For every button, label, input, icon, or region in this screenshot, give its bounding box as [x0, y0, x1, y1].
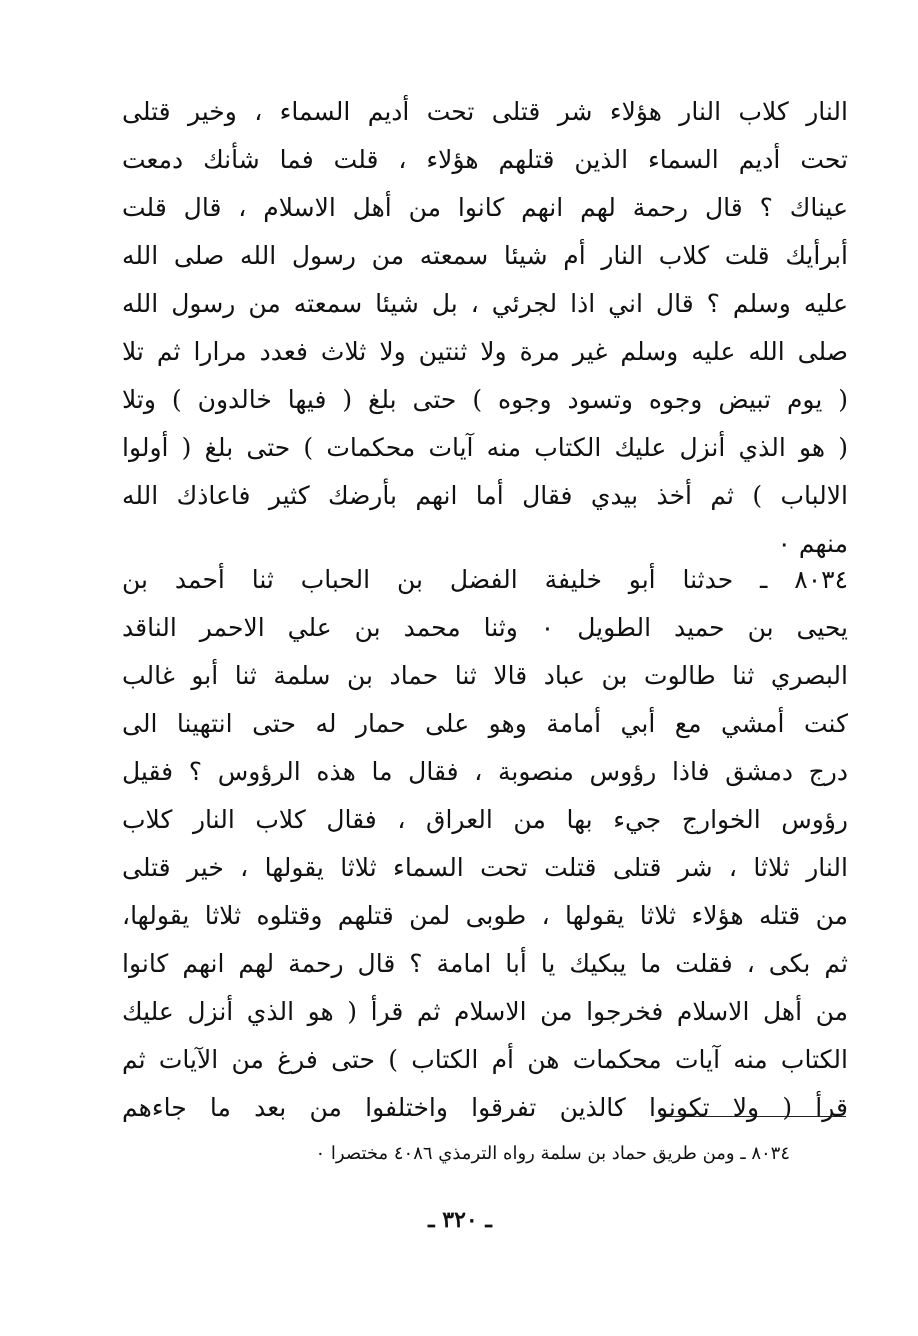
text-line: رؤوس الخوارج جيء بها من العراق ، فقال كلاب النار كلاب — [122, 805, 848, 834]
text-line: أبرأيك قلت كلاب النار أم شيئا سمعته من رسول الله صلى الله — [122, 241, 848, 270]
text-line: درج دمشق فاذا رؤوس منصوبة ، فقال ما هذه الرؤوس ؟ فقيل — [122, 757, 848, 786]
text-line: الكتاب منه آيات محكمات هن أم الكتاب ) حتى فرغ من الآيات ثم — [122, 1045, 848, 1074]
text-line: النار ثلاثا ، شر قتلى قتلت تحت السماء ثلاثا يقولها ، خير قتلى — [122, 853, 848, 882]
text-line: عيناك ؟ قال رحمة لهم انهم كانوا من أهل الاسلام ، قال قلت — [122, 193, 848, 222]
footnote-divider — [660, 1116, 846, 1117]
text-line: من أهل الاسلام فخرجوا من الاسلام ثم قرأ ( هو الذي أنزل عليك — [122, 997, 848, 1026]
paragraph-continuation — [122, 88, 848, 568]
text-line: عليه وسلم ؟ قال اني اذا لجرئي ، بل شيئا سمعته من رسول الله — [122, 289, 848, 318]
text-line: كنت أمشي مع أبي أمامة وهو على حمار له حتى انتهينا الى — [122, 709, 848, 738]
page-number: ـ ٣٢٠ ـ — [428, 1207, 492, 1233]
text-line: يحيى بن حميد الطويل ٠ وثنا محمد بن علي الاحمر الناقد — [122, 613, 848, 642]
text-line: ( هو الذي أنزل عليك الكتاب منه آيات محكمات ) حتى بلغ ( أولوا — [122, 433, 848, 462]
text-line: الالباب ) ثم أخذ بيدي فقال أما انهم بأرضك كثير فاعاذك الله — [122, 481, 848, 510]
text-line: ثم بكى ، فقلت ما يبكيك يا أبا امامة ؟ قال رحمة لهم انهم كانوا — [122, 949, 848, 978]
text-line: البصري ثنا طالوت بن عباد قالا ثنا حماد بن سلمة ثنا أبو غالب — [122, 661, 848, 690]
text-line: صلى الله عليه وسلم غير مرة ولا ثنتين ولا ثلاث فعدد مرارا ثم تلا — [122, 337, 848, 366]
text-line: قرأ ( ولا تكونوا كالذين تفرقوا واختلفوا من بعد ما جاءهم — [122, 1093, 848, 1122]
footnote: ٨٠٣٤ ـ ومن طريق حماد بن سلمة رواه الترمذي ٤٠٨٦ مختصرا ٠ — [315, 1143, 790, 1164]
text-line: ٨٠٣٤ ـ حدثنا أبو خليفة الفضل بن الحباب ثنا أحمد بن — [122, 565, 848, 594]
text-line: منهم ٠ — [777, 529, 848, 558]
text-line: النار كلاب النار هؤلاء شر قتلى تحت أديم السماء ، وخير قتلى — [122, 97, 848, 126]
text-line: تحت أديم السماء الذين قتلهم هؤلاء ، قلت فما شأنك دمعت — [122, 145, 848, 174]
text-line: ( يوم تبيض وجوه وتسود وجوه ) حتى بلغ ( فيها خالدون ) وتلا — [122, 385, 848, 414]
hadith-paragraph — [122, 556, 848, 1132]
text-line: من قتله هؤلاء ثلاثا يقولها ، طوبى لمن قتلهم وقتلوه ثلاثا يقولها، — [122, 901, 848, 930]
